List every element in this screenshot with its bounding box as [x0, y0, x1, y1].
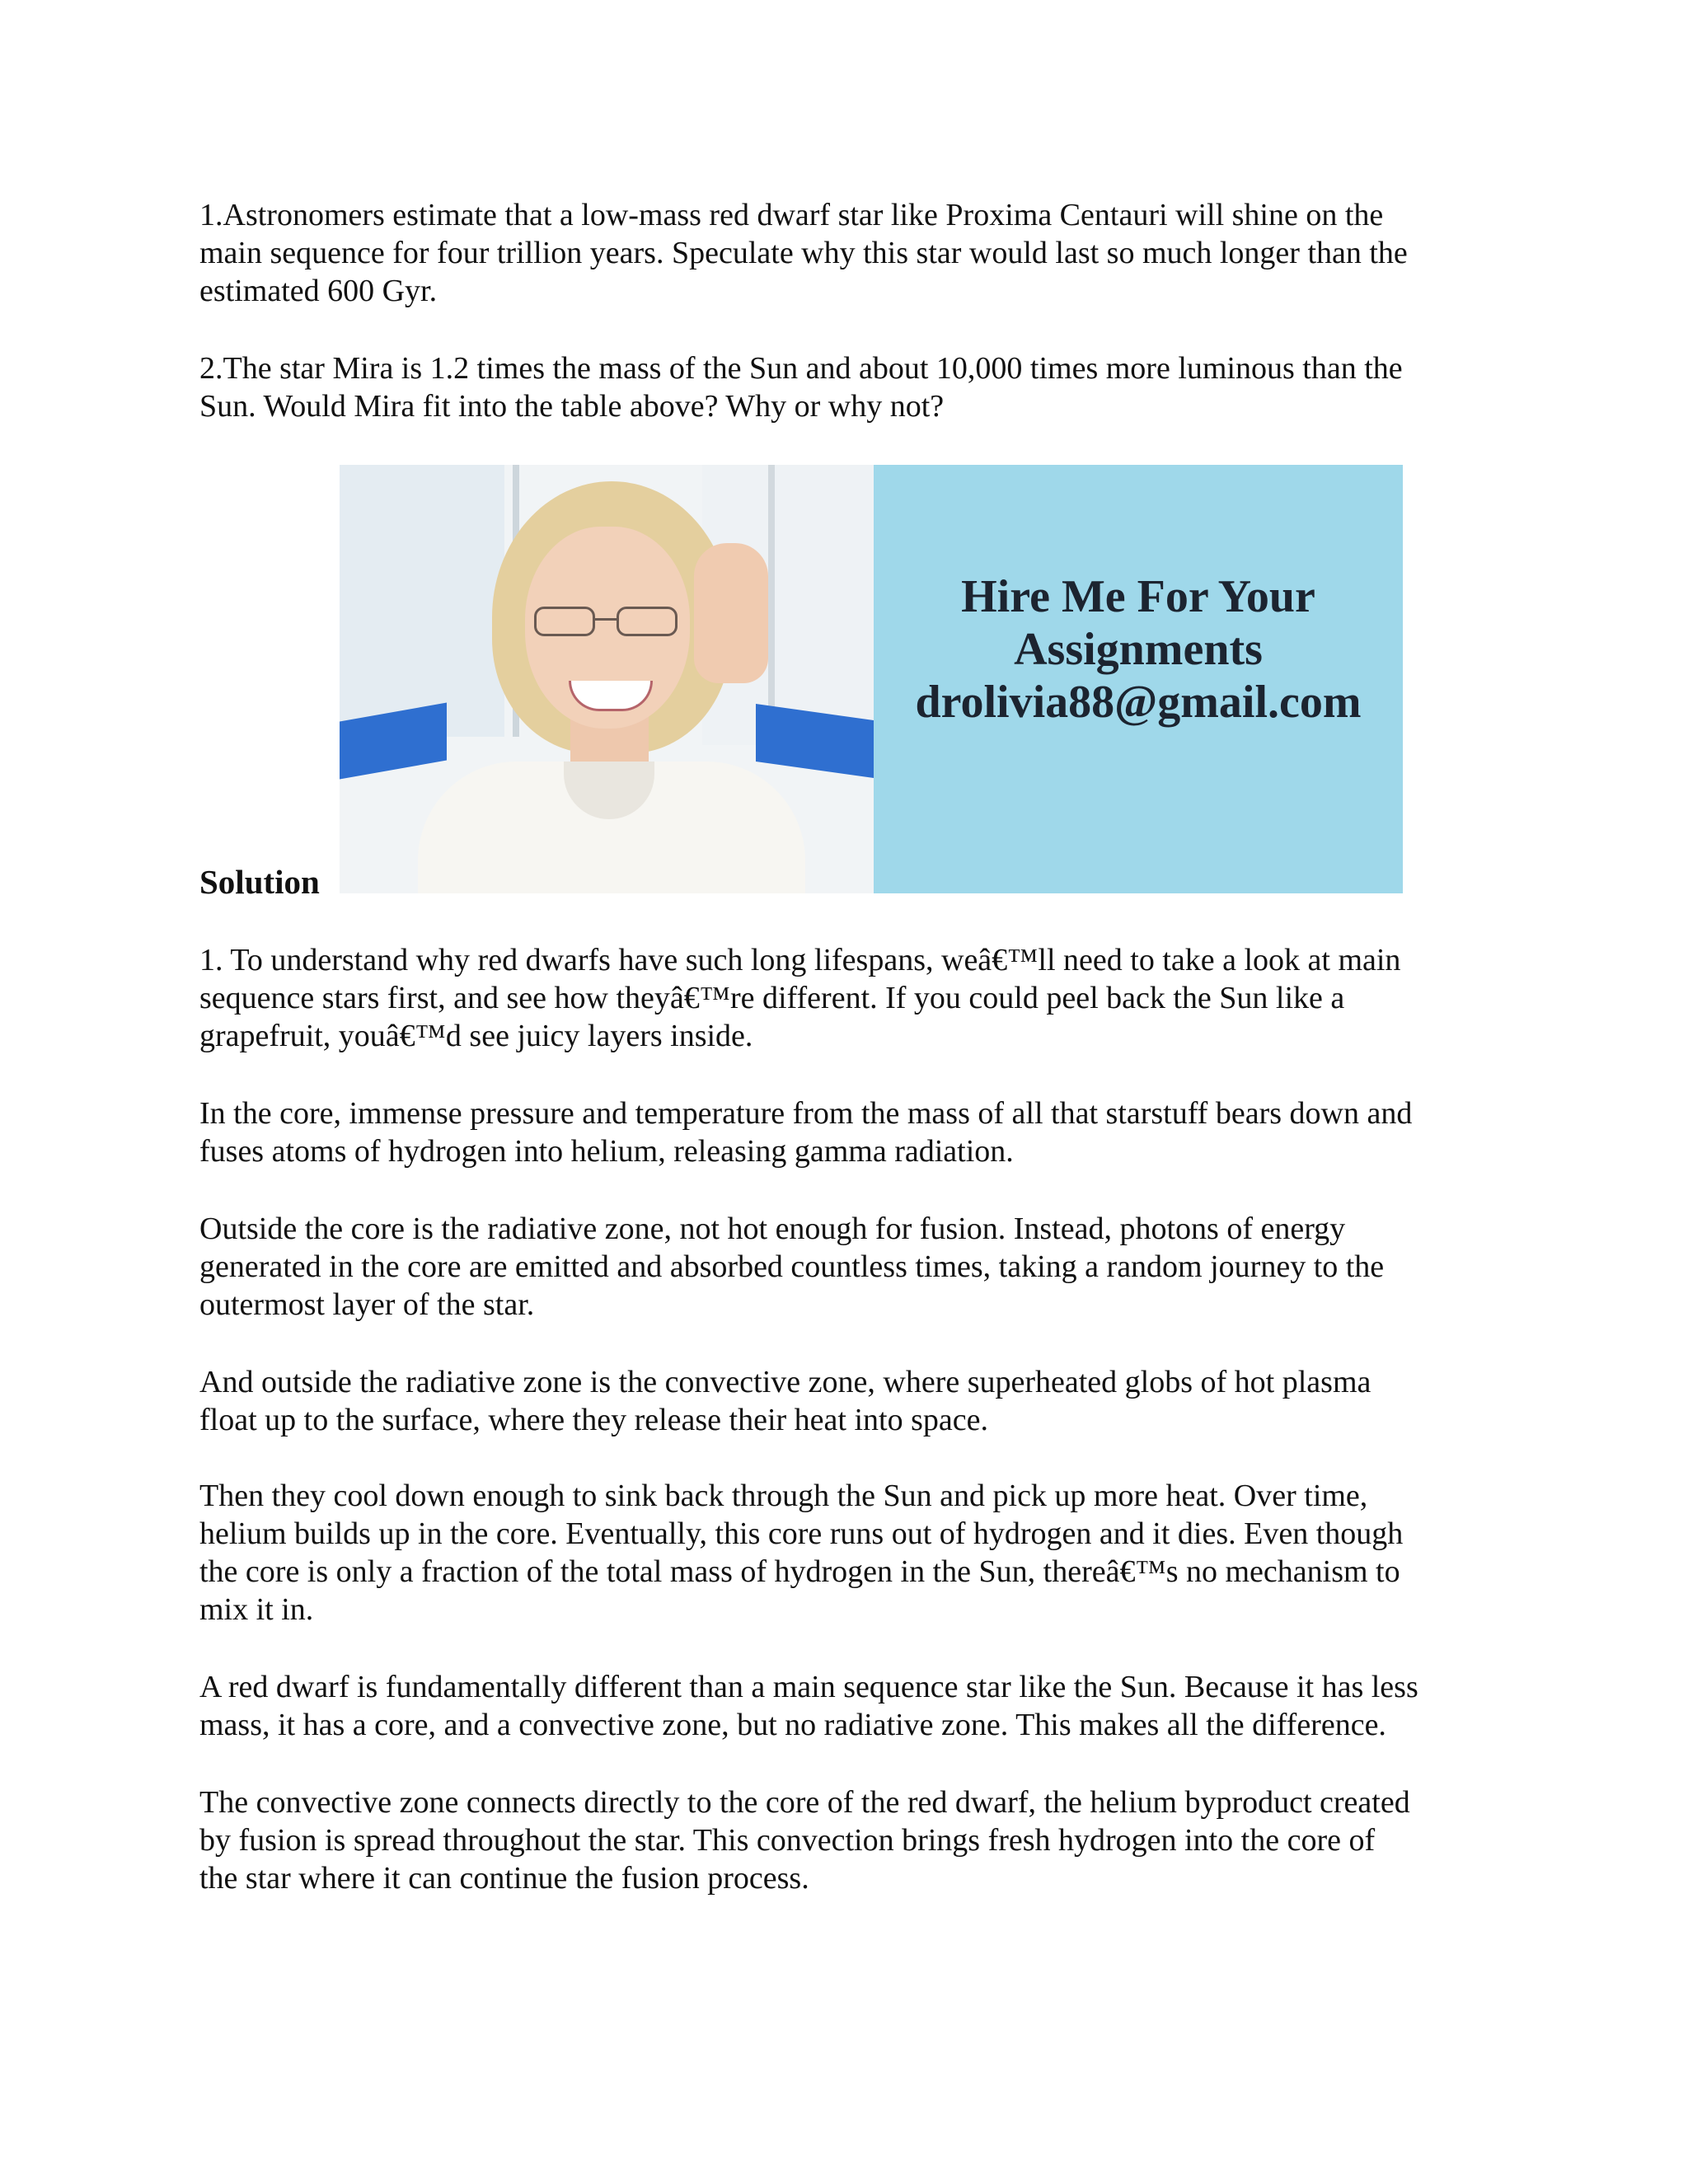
answer-paragraph: The convective zone connects directly to the core of the red dwarf, the helium byproduct created by fusion is spread throughout the star. This convection brings fresh hydrogen into the core of the star where it can continue the fusion process. — [199, 1785, 1410, 1896]
glasses-icon — [534, 607, 682, 640]
answer-paragraph: A red dwarf is fundamentally different than a main sequence star like the Sun. Because it has less mass, it has a core, and a convective zone, but no radiative zone. This makes all the difference. — [199, 1670, 1418, 1742]
question-1: 1.Astronomers estimate that a low-mass red dwarf star like Proxima Centauri will shine on the main sequence for four trillion years. Speculate why this star would last so much longer than the estimated 600 Gyr. — [199, 198, 1408, 308]
woman-photo — [340, 465, 874, 893]
answer-paragraph: In the core, immense pressure and temperature from the mass of all that starstuff bears down and fuses atoms of hydrogen into helium, releasing gamma radiation. — [199, 1096, 1413, 1169]
question-2: 2.The star Mira is 1.2 times the mass of the Sun and about 10,000 times more luminous than the Sun. Would Mira fit into the table above? Why or why not? — [199, 351, 1403, 424]
promo-subheadline: Assignments — [1014, 624, 1263, 675]
promo-email: drolivia88@gmail.com — [915, 677, 1362, 728]
answer-paragraph: Then they cool down enough to sink back through the Sun and pick up more heat. Over time, helium builds up in the core. Eventually, this core runs out of hydrogen and it dies. Even though the core is only a fraction of the total mass of hydrogen in the Sun, thereâ€™s no mechanism to mix it in. — [199, 1479, 1404, 1627]
advertisement-banner — [340, 465, 1403, 893]
promo-panel — [874, 465, 1403, 893]
promo-headline: Hire Me For Your — [961, 571, 1315, 622]
answer-paragraph: Outside the core is the radiative zone, not hot enough for fusion. Instead, photons of energy generated in the core are emitted and absorbed countless times, taking a random journey to the outermost layer of the star. — [199, 1212, 1385, 1322]
solution-heading: Solution — [199, 863, 320, 901]
answer-paragraph: 1. To understand why red dwarfs have such long lifespans, weâ€™ll need to take a look at main sequence stars first, and see how theyâ€™re different. If you could peel back the Sun like a grapefruit, youâ€™d see juicy layers inside. — [199, 943, 1401, 1053]
answer-paragraph: And outside the radiative zone is the convective zone, where superheated globs of hot plasma float up to the surface, where they release their heat into space. — [199, 1365, 1372, 1437]
